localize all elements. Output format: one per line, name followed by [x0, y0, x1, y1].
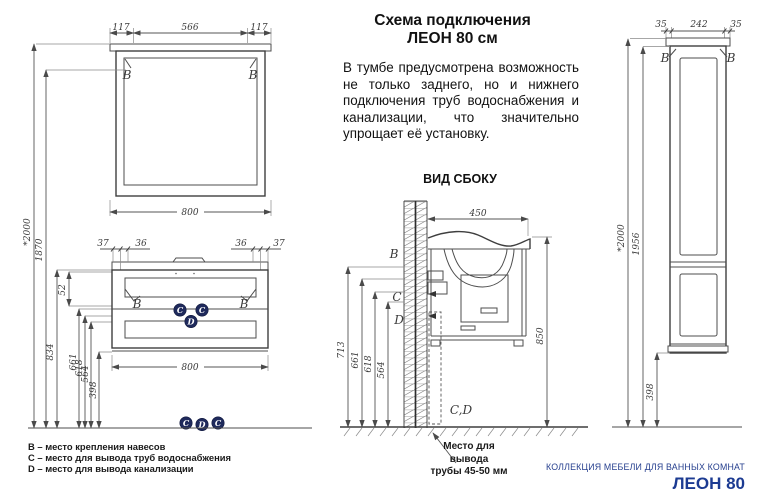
- dim-2000: *2000: [23, 218, 33, 246]
- wall-bracket: [428, 271, 443, 280]
- legend: [28, 442, 231, 474]
- side-view-heading: ВИД СБОКУ: [423, 172, 497, 186]
- dim-618-side: 618: [364, 355, 374, 373]
- mirror-hanger-label-left: B: [122, 68, 132, 82]
- marker-c2-letter: C: [198, 305, 206, 315]
- basin-bowl-outer: [444, 249, 514, 287]
- legend-item-b: B – место крепления навесов: [28, 441, 166, 452]
- dim-cabinet-800: 800: [181, 363, 199, 373]
- front-height-dimensions: [23, 44, 126, 428]
- dim-661: 661: [69, 353, 79, 371]
- floor-marker-c1: C: [182, 418, 190, 428]
- collection-caption: КОЛЛЕКЦИЯ МЕБЕЛИ ДЛЯ ВАННЫХ КОМНАТ: [546, 462, 745, 472]
- dim-398-column: 398: [646, 383, 656, 401]
- dim-37-left: 37: [97, 239, 109, 249]
- countertop: [112, 262, 268, 270]
- upper-door-panel: [680, 58, 717, 255]
- pipe-outlet-note: [405, 441, 533, 479]
- marker-c1-letter: C: [176, 305, 184, 315]
- mirror-hanger-label-right: B: [248, 68, 258, 82]
- dim-36-right: 36: [235, 239, 247, 249]
- page-title: [330, 12, 575, 48]
- dim-398: 398: [89, 381, 99, 399]
- floor-marker-d: D: [198, 419, 206, 430]
- title-line-1: Схема подключения: [374, 12, 531, 29]
- cabinet-hanger-label-right: B: [239, 297, 249, 311]
- drawer-side-profile: [461, 275, 508, 322]
- cd-floor-label: C,D: [449, 403, 473, 417]
- dim-564-side: 564: [377, 361, 387, 379]
- washbasin-cabinet-profile: [428, 232, 530, 346]
- brand-footer: [546, 462, 745, 493]
- dim-450: 450: [469, 209, 487, 219]
- column-crown: [666, 38, 730, 46]
- dim-36-left: 36: [135, 239, 147, 249]
- wall-label-d: D: [394, 313, 404, 327]
- countertop-notch: [173, 258, 205, 262]
- column-plinth: [668, 346, 728, 352]
- marker-d-letter: D: [187, 316, 195, 327]
- front-view-drawing: [23, 23, 312, 431]
- dim-1870: 1870: [35, 238, 45, 262]
- product-name: ЛЕОН 80: [672, 474, 745, 493]
- mirror-hanger-leaders: [125, 59, 256, 68]
- dim-566: 566: [181, 23, 199, 33]
- front-leg: [514, 340, 523, 346]
- mirror-frame: [116, 51, 265, 196]
- note-line-3: трубы 45-50 мм: [430, 466, 508, 477]
- dim-564: 564: [81, 365, 91, 383]
- dim-850: 850: [536, 327, 546, 345]
- dim-117-left: 117: [112, 23, 130, 33]
- dim-37-right: 37: [273, 239, 285, 249]
- dim-661-side: 661: [351, 351, 361, 369]
- wall-label-c: C: [392, 290, 402, 304]
- mirror-top-dimensions: [110, 23, 271, 43]
- mirror-glass: [124, 58, 257, 185]
- floor-markers: [180, 417, 224, 431]
- description-paragraph: В тумбе предусмотрена возможность не только заднего, но и нижнего подключения труб водоснабжения и канализации, что значительно упрощает её установку.: [343, 60, 579, 141]
- dim-117-right: 117: [250, 23, 268, 33]
- legend-item-c: C – место для вывода труб водоснабжения: [28, 451, 231, 463]
- dim-35-left: 35: [655, 20, 667, 30]
- wall-label-b: B: [389, 247, 399, 261]
- wall-section: [404, 201, 427, 428]
- column-hanger-label-left: B: [660, 51, 670, 65]
- column-hanger-leaders: [669, 49, 727, 57]
- dim-713: 713: [337, 341, 347, 359]
- title-line-2: ЛЕОН 80 см: [407, 30, 498, 47]
- dim-618: 618: [75, 359, 85, 377]
- mirror-crown: [110, 44, 271, 51]
- cabinet-hanger-label-left: B: [132, 297, 142, 311]
- dim-2000-column: *2000: [617, 224, 627, 252]
- dim-834: 834: [46, 343, 56, 361]
- dim-35-right: 35: [730, 20, 742, 30]
- dim-mirror-800: 800: [181, 208, 199, 218]
- note-line-1: Место для: [443, 441, 495, 452]
- lower-door-panel: [680, 274, 717, 336]
- column-hanger-label-right: B: [726, 51, 736, 65]
- floor-marker-c2: C: [214, 418, 222, 428]
- back-leg: [431, 340, 440, 346]
- top-drawer-panel: [125, 278, 256, 297]
- dim-52: 52: [58, 284, 68, 296]
- note-line-2: вывода: [449, 453, 489, 465]
- tall-cabinet-drawing: [612, 20, 742, 427]
- mirror-width-dimension: [110, 200, 271, 218]
- mirror-drawing: [110, 44, 271, 196]
- legend-item-d: D – место для вывода канализации: [28, 462, 194, 474]
- dim-242: 242: [690, 20, 708, 30]
- side-view-drawing: [337, 201, 588, 463]
- vanity-cabinet-drawing: [97, 239, 285, 373]
- column-body: [670, 46, 726, 353]
- basin-bowl-inner: [452, 249, 507, 278]
- dim-1956: 1956: [632, 232, 642, 256]
